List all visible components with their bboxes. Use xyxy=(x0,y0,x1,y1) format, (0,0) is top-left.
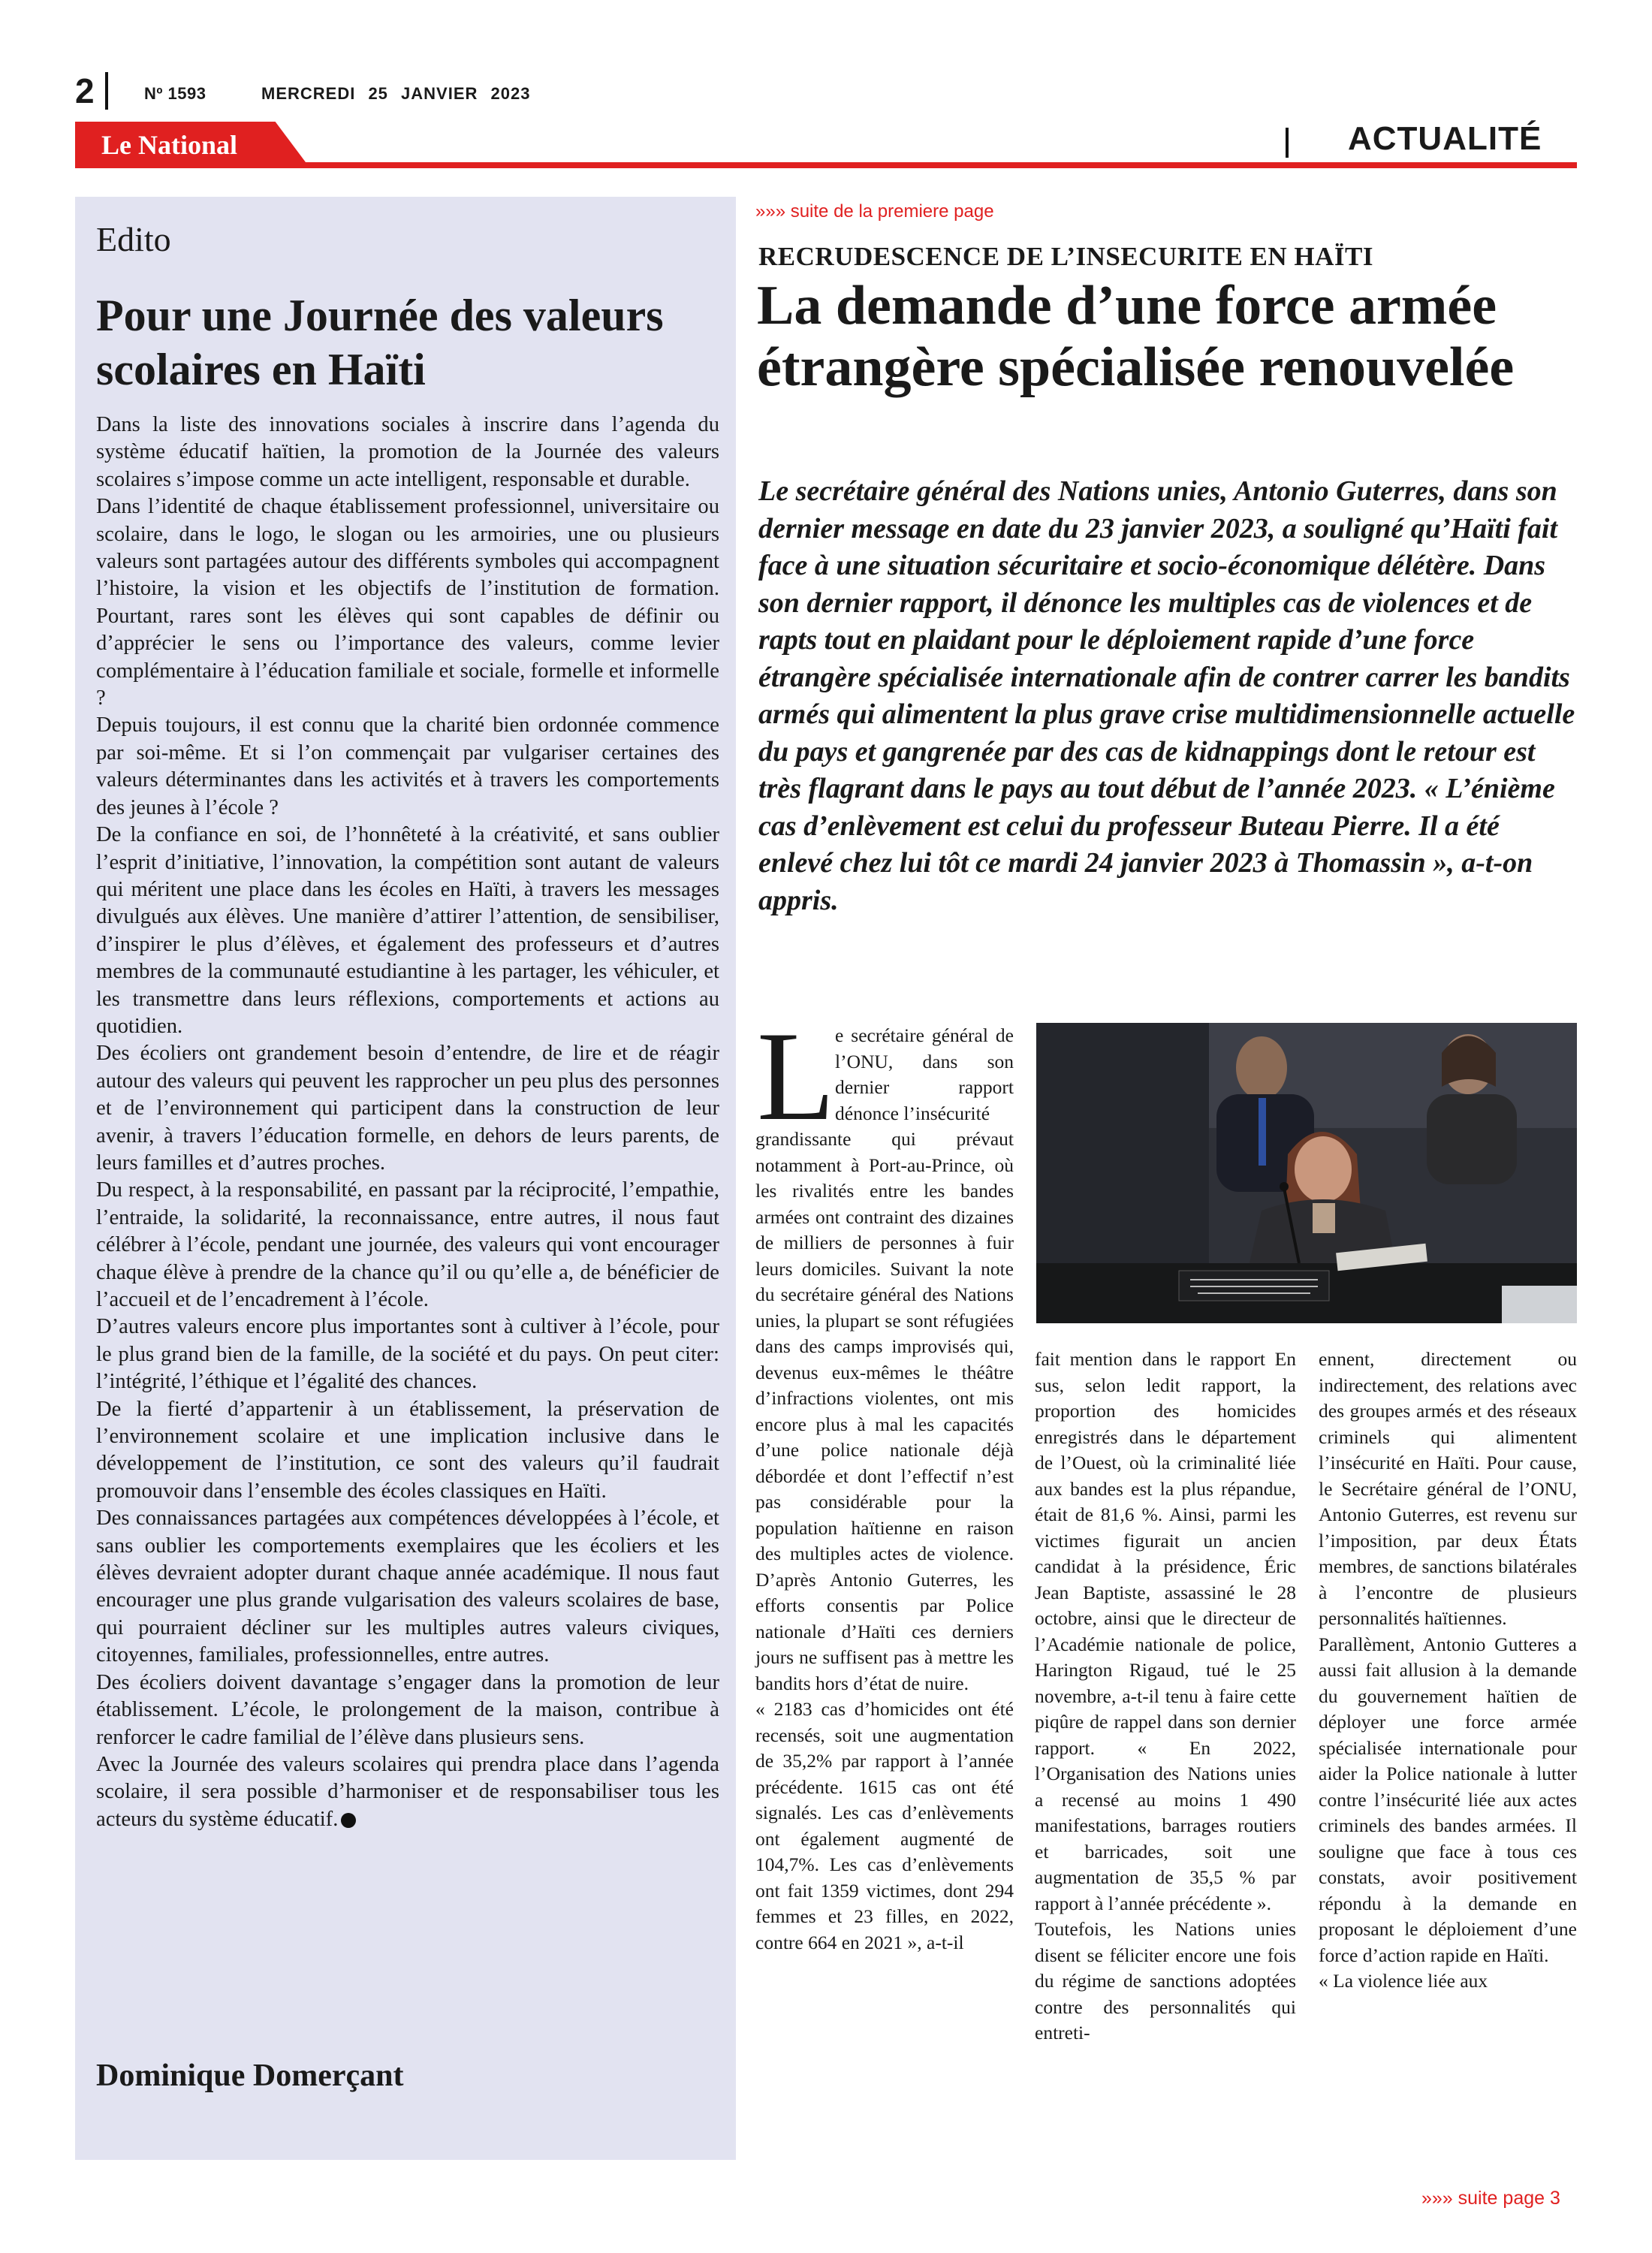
article-photo xyxy=(1036,1023,1577,1323)
article-kicker: RECRUDESCENCE DE L’INSECURITE EN HAÏTI xyxy=(758,242,1374,271)
edito-paragraph: De la confiance en soi, de l’honnêteté à la créativité, et sans oublier l’esprit d’initiative, l’innovation, la compétition sont autant de valeurs qui méritent une place dans les écoles en Haïti, à travers les messages divulgués aux élèves. Une manière d’attirer l’attention, de sensibiliser, d’inspirer le plus d’élèves, et également des professeurs et d’autres membres de la communauté estudiantine à les partager, les véhiculer, et les transmettre dans leurs réflexions, comportements et actions au quotidien. xyxy=(96,823,719,1038)
edito-paragraph: Des connaissances partagées aux compétences développées à l’école, et sans oublier les comportements exemplaires que les écoliers et les élèves devraient adopter durant chaque année académique. Il nous faut encourager une plus grande vulgarisation des valeurs scolaires de base, qui pourraient décliner sur les multiples autres valeurs civiques, citoyennes, familiales, professionnelles, entre autres. xyxy=(96,1507,719,1667)
continued-on-link[interactable]: »»» suite page 3 xyxy=(1421,2188,1560,2209)
article-column-2 xyxy=(1035,1347,1296,2046)
edito-title: Pour une Journée des valeurs scolaires en Haïti xyxy=(96,291,664,394)
issue-number: Nº 1593 xyxy=(144,84,206,103)
article-paragraph: fait mention dans le rapport En sus, selon ledit rapport, la proportion des homicides enregistrés dans le département de l’Ouest, où la criminalité liée aux bandes est la plus répandue, était de 81,6 %. Ainsi, parmi les victimes figurait un ancien candidat à la présidence, Éric Jean Baptiste, assassiné le 28 octobre, ainsi que le directeur de l’Académie nationale de police, Harington Rigaud, tué le 25 novembre, a-t-il tenu à faire cette piqûre de rappel dans son dernier rapport. « En 2022, l’Organisation des Nations unies a recensé au moins 1 490 manifestations, barrages routiers et barricades, soit une augmentation de 35,5 % par rapport à l’année précédente ». xyxy=(1035,1348,1296,1914)
article-paragraph: « La violence liée aux xyxy=(1319,1970,1488,1992)
header-divider xyxy=(105,72,108,110)
article-paragraph: ennent, directement ou indirectement, des relations avec des groupes armés et des réseaux criminels qui alimentent l’insécurité en Haïti. Pour cause, le Secrétaire général de l’ONU, Antonio Guterres, est revenu sur l’imposition, par deux États membres, de sanctions bilatérales à l’encontre de plusieurs personnalités haïtiennes. xyxy=(1319,1348,1577,1629)
end-mark-icon xyxy=(341,1813,356,1828)
drop-cap: L xyxy=(757,1006,835,1147)
un-council-photo xyxy=(1036,1023,1577,1323)
article-column-3 xyxy=(1319,1347,1577,1995)
section-divider xyxy=(1286,128,1289,158)
edito-kicker: Edito xyxy=(96,220,171,258)
edito-body xyxy=(96,412,719,1833)
article-col1-intro: e secrétaire général de l’ONU, dans son dernier rapport dénonce l’insécurité xyxy=(835,1024,1014,1124)
edito-paragraph: Dans l’identité de chaque établissement professionnel, universitaire ou scolaire, dans le logo, le slogan ou les armoiries, une ou plusieurs valeurs sont partagées autour des différents symboles qui accompagnent l’histoire, la vision et les objectifs de l’institution de formation. Pourtant, rares sont les élèves qui sont capables de définir ou d’apprécier le sens ou l’importance des valeurs, comme levier complémentaire à l’éducation familiale et sociale, formelle et informelle ? xyxy=(96,495,719,710)
edito-paragraph: De la fierté d’appartenir à un établissement, la préservation de l’environnement scolaire et une implication inclusive dans le développement de l’institution, ce sont des valeurs qu’il faudrait promouvoir dans l’ensemble des écoles classiques en Haïti. xyxy=(96,1397,719,1503)
article-headline: La demande d’une force armée étrangère spécialisée renouvelée xyxy=(757,275,1515,398)
edito-paragraph: Du respect, à la responsabilité, en passant par la réciprocité, l’empathie, l’entraide, la solidarité, la reconnaissance, entre autres, il nous faut célébrer à l’école, pendant une journée, des valeurs qui vont encourager chaque élève à prendre de la chance qu’il ou qu’elle a, de bénéficier de l’accueil et de l’encadrement à l’école. xyxy=(96,1178,719,1311)
brand-name: Le National xyxy=(101,130,238,160)
edito-paragraph-last xyxy=(96,1751,719,1833)
article-paragraph: Parallèment, Antonio Gutteres a aussi fait allusion à la demande du gouvernement haïtien de déployer une force armée spécialisée internationale pour aider la Police nationale à lutter contre l’insécurité liée aux actes criminels des bandes armées. Il souligne que face à tous ces constats, avoir positivement répondu à la demande en proposant le déploiement d’une force d’action rapide en Haïti. xyxy=(1319,1633,1577,1966)
article-paragraph: « 2183 cas d’homicides ont été recensés, soit une augmentation de 35,2% par rapport à l’année précédente. 1615 cas ont été signalés. Les cas d’enlèvements ont également augmenté de 104,7%. Les cas d’enlèvements ont fait 1359 victimes, dont 294 femmes et 23 filles, en 2022, contre 664 en 2021 », a-t-il xyxy=(755,1698,1014,1953)
issue-date: MERCREDI 25 JANVIER 2023 xyxy=(261,84,531,103)
section-title: ACTUALITÉ xyxy=(1348,120,1542,157)
article-column-1 xyxy=(755,1126,1014,1956)
edito-paragraph: Depuis toujours, il est connu que la charité bien ordonnée commence par soi-même. Et si l’on commençait par vulgariser certaines des valeurs déterminantes dans les activités et à travers les comportements des jeunes à l’école ? xyxy=(96,713,719,819)
edito-paragraph-text: Avec la Journée des valeurs scolaires qui prendra place dans l’agenda scolaire, il sera possible d’harmoniser et de responsabiliser tous les acteurs du système éducatif. xyxy=(96,1752,719,1831)
edito-author: Dominique Domerçant xyxy=(96,2058,404,2093)
article-paragraph: grandissante qui prévaut notamment à Port-au-Prince, où les rivalités entre les bandes armées ont contraint des dizaines de milliers de personnes à fuir leurs domiciles. Suivant la note du secrétaire général des Nations unies, la plupart se sont réfugiées dans des camps improvisés qui, devenus eux-mêmes le théâtre d’infractions violentes, ont mis encore plus à mal les capacités d’une police nationale déjà débordée et dont l’effectif n’est pas considérable pour la population haïtienne en raison des multiples actes de violence. D’après Antonio Guterres, les efforts consentis par Police nationale d’Haïti ces derniers jours ne suffisent pas à mettre les bandits hors d’état de nuire. xyxy=(755,1128,1014,1694)
page-number: 2 xyxy=(75,71,95,110)
edito-paragraph: D’autres valeurs encore plus importantes sont à cultiver à l’école, pour le plus grand bien de la famille, de la société et du pays. On peut citer: l’intégrité, l’éthique et l’égalité des chances. xyxy=(96,1315,719,1394)
edito-paragraph: Dans la liste des innovations sociales à inscrire dans l’agenda du système éducatif haïtien, la promotion de la Journée des valeurs scolaires s’impose comme un acte intelligent, responsable et durable. xyxy=(96,413,719,491)
header-rule xyxy=(75,162,1577,168)
continued-from-link[interactable]: »»» suite de la premiere page xyxy=(755,201,994,222)
article-paragraph: Toutefois, les Nations unies disent se féliciter encore une fois du régime de sanctions adoptées contre des personnalités qui entreti- xyxy=(1035,1918,1296,2043)
article-standfirst: Le secrétaire général des Nations unies, Antonio Guterres, dans son dernier message en date du 23 janvier 2023, a souligné qu’Haïti fait face à une situation sécuritaire et socio-économique délétère. Dans son dernier rapport, il dénonce les multiples cas de violences et de rapts tout en plaidant pour le déploiement rapide d’une force étrangère spécialisée internationale afin de contrer carrer les bandits armés qui alimentent la plus grave crise multidimensionnelle actuelle du pays et gangrenée par des cas de kidnappings dont le retour est très flagrant dans le pays au tout début de l’année 2023. « L’énième cas d’enlèvement est celui du professeur Buteau Pierre. Il a été enlevé chez lui tôt ce mardi 24 janvier 2023 à Thomassin », a-t-on appris. xyxy=(758,475,1575,916)
edito-paragraph: Des écoliers doivent davantage s’engager dans la promotion de leur établissement. L’école, le prolongement de la maison, contribue à renforcer le cadre familial de l’élève dans plusieurs sens. xyxy=(96,1670,719,1749)
edito-paragraph: Des écoliers ont grandement besoin d’entendre, de lire et de réagir autour des valeurs qui peuvent les rapprocher un peu plus des personnes et de l’environnement qui participent dans la construction de leur avenir, à travers l’éducation formelle, en dehors de leurs parents, de leurs familles et d’autres proches. xyxy=(96,1042,719,1175)
